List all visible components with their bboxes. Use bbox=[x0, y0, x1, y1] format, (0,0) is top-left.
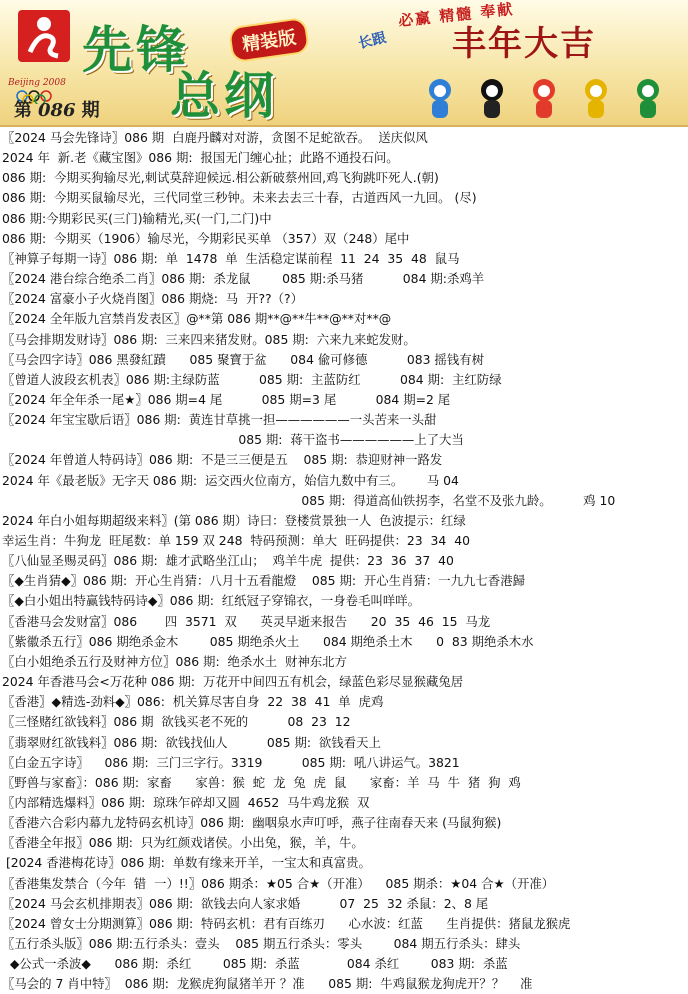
text-line: 〖香港马会发财富〗086 四 3571 双 英灵早逝来报告 20 35 46 15 马龙 bbox=[2, 614, 491, 629]
text-line: 〖八仙显圣赐灵码〗086 期: 雄才武略坐江山； 鸡羊牛虎 提供：23 36 37 40 bbox=[2, 553, 454, 568]
title-bottom: 总纲 bbox=[170, 66, 278, 125]
text-line: 〖内部精选爆料〗086 期: 琼珠乍碎却又圆 4652 马牛鸡龙猴 双 bbox=[2, 795, 370, 810]
text-line: [2024 香港梅花诗〗086 期: 单数有缘来开羊，一宝太和真富贵。 bbox=[2, 855, 371, 870]
text-line: 〖香港集发禁合（今年 错 一）!!〗086 期杀：★05 合★（开准） 085 期杀：★04 合★（开准） bbox=[2, 876, 555, 891]
text-line: 〖◆白小姐出特赢钱特码诗◆〗086 期: 红纸冠子穿锦衣，一身卷毛叫咩咩。 bbox=[2, 593, 421, 608]
year-text: 丰年大吉 bbox=[452, 24, 596, 64]
text-line: 〖马会四字诗〗086 黑發紅蹟 085 聚寶于盆 084 偸可修德 083 摇钱有树 bbox=[2, 352, 484, 367]
text-line: 〖2024 港台综合绝杀二肖〗086 期: 杀龙鼠 085 期:杀马猪 084 期:杀鸡羊 bbox=[2, 271, 485, 286]
issue-label bbox=[14, 96, 100, 122]
text-line: 〖马会排期发财诗〗086 期: 三来四来猪发财。085 期: 六来九来蛇发财。 bbox=[2, 332, 416, 347]
text-line: 〖紫徽杀五行〗086 期绝杀金木 085 期绝杀火土 084 期绝杀土木 0 83 期绝杀木水 bbox=[2, 634, 534, 649]
text-line: 086 期: 今期买（1906）输尽光，今期彩民买单 （357）双（248）尾中 bbox=[2, 231, 410, 246]
text-line: 〖白金五字诗〗 086 期: 三门三字行。3319 085 期: 吼八讲运气。3821 bbox=[2, 755, 460, 770]
text-line: 〖2024 富豪小子火烧肖图〗086 期烧: 马 开??（?） bbox=[2, 291, 303, 306]
text-line: 〖2024 年宝宝歇后语〗086 期: 黄连甘草挑一担——————一头苦来一头甜 bbox=[2, 412, 437, 427]
text-line: 〖白小姐绝杀五行及财神方位〗086 期: 绝杀水土 财神东北方 bbox=[2, 654, 347, 669]
emblem-caption: Beijing 2008 bbox=[8, 78, 66, 88]
text-line: 〖2024 年全年杀一尾★〗086 期=4 尾 085 期=3 尾 084 期=2 尾 bbox=[2, 392, 451, 407]
text-line: 〖香港〗◆精选-劲料◆〗086: 机关算尽害自身 22 38 41 单 虎鸡 bbox=[2, 694, 384, 709]
text-line: 〖三怪赌红欲钱料〗086 期 欲钱买老不死的 08 23 12 bbox=[2, 714, 351, 729]
text-line: 〖神算子每期一诗〗086 期: 单 1478 单 生活稳定谋前程 11 24 35 48 鼠马 bbox=[2, 251, 460, 266]
text-line: 〖2024 马会玄机排期表〗086 期: 欲钱去向人家求婚 07 25 32 杀鼠：2、8 尾 bbox=[2, 896, 489, 911]
olympic-emblem-icon bbox=[8, 6, 80, 78]
text-line: 086 期: 今期买狗输尽光,刺试莫辞迎候远.相公新破蔡州回,鸡飞狗跳吓死人.(朝) bbox=[2, 170, 439, 185]
text-line: 2024 年白小姐每期超级来料〗(第 086 期）诗曰：登楼赏景独一人 色波提示：红绿 bbox=[2, 513, 466, 528]
text-line: 086 期:今期彩民买(三门)输精光,买(一门,二门)中 bbox=[2, 211, 272, 226]
text-line: 〖2024 年曾道人特码诗〗086 期: 不是三三便是五 085 期: 恭迎财神一路发 bbox=[2, 452, 443, 467]
text-line: 086 期: 今期买鼠输尽光，三代同堂三秒钟。未来去去三十春，古道西风一九回。 (尽) bbox=[2, 190, 477, 205]
issue-prefix: 第 bbox=[14, 100, 32, 121]
text-line: 幸运生肖：牛狗龙 旺尾数：单 159 双 248 特码预测：单大 旺码提供：23 34 40 bbox=[2, 533, 470, 548]
follow-text: 长跟 bbox=[356, 29, 388, 53]
text-line: 〖2024 马会先锋诗〗086 期 白鹿丹麟对对游，贪图不足蛇欲吞。 送庆似风 bbox=[2, 130, 428, 145]
text-line: 〖曾道人波段玄机表〗086 期:主绿防蓝 085 期: 主蓝防红 084 期: 主红防绿 bbox=[2, 372, 502, 387]
text-line: 085 期: 得道高仙铁拐李，名堂不及张九龄。 鸡 10 bbox=[2, 493, 616, 508]
text-line: 2024 年香港马会<万花种 086 期: 万花开中间四五有机会，绿蓝色彩尽显猴藏兔居 bbox=[2, 674, 464, 689]
text-line: 〖香港六合彩内幕九龙特码玄机诗〗086 期: 幽咽泉水声叮呼，燕子往南春天来 (马鼠狗猴) bbox=[2, 815, 502, 830]
title-top: 先锋 bbox=[82, 20, 190, 79]
slogan: 必赢 精髓 奉献 bbox=[397, 0, 516, 31]
text-line: 〖2024 全年版九宫禁肖发表区〗@**第 086 期**@**牛**@**对**@ bbox=[2, 311, 392, 326]
text-line: 〖2024 曾女士分期测算〗086 期: 特码玄机：君有百练刃 心水波：红蓝 生肖提供：猪鼠龙猴虎 bbox=[2, 916, 571, 931]
text-line: 2024 年 新.老《藏宝图》086 期: 报国无门缠心扯；此路不通投石问。 bbox=[2, 150, 399, 165]
mascots-icon bbox=[420, 74, 680, 122]
text-line: ◆公式一杀波◆ 086 期: 杀红 085 期: 杀蓝 084 杀红 083 期: 杀蓝 bbox=[2, 956, 508, 971]
edition-badge: 精装版 bbox=[228, 17, 310, 64]
text-line: 085 期: 蒋干盗书——————上了大当 bbox=[2, 432, 464, 447]
issue-number: 086 bbox=[38, 100, 76, 121]
issue-suffix: 期 bbox=[81, 100, 100, 121]
text-line: 〖野兽与家畜〗：086 期: 家畜 家兽：猴 蛇 龙 兔 虎 鼠 家畜：羊 马 牛 猪 狗 鸡 bbox=[2, 775, 521, 790]
text-line: 〖◆生肖猜◆〗086 期: 开心生肖猜：八月十五看龍燈 085 期: 开心生肖猜：一九九七香港歸 bbox=[2, 573, 525, 588]
text-line: 〖马会的 7 肖中特〗 086 期: 龙猴虎狗鼠猪羊开 ？准 085 期: 牛鸡鼠猴龙狗虎开？？ 准 bbox=[2, 976, 533, 991]
text-line: 〖翡翠财红欲钱料〗086 期: 欲钱找仙人 085 期: 欲钱看天上 bbox=[2, 735, 381, 750]
text-line: 〖香港全年报〗086 期: 只为红颜戏诸侯。小出兔，猴，羊，牛。 bbox=[2, 835, 364, 850]
header-banner bbox=[0, 0, 688, 127]
text-line: 2024 年《最老版》无字天 086 期: 运交西火位南方，始信九数中有三。 马 04 bbox=[2, 473, 459, 488]
text-line: 〖五行杀头版〗086 期:五行杀头：壹头 085 期五行杀头：零头 084 期五行杀头：肆头 bbox=[2, 936, 521, 951]
